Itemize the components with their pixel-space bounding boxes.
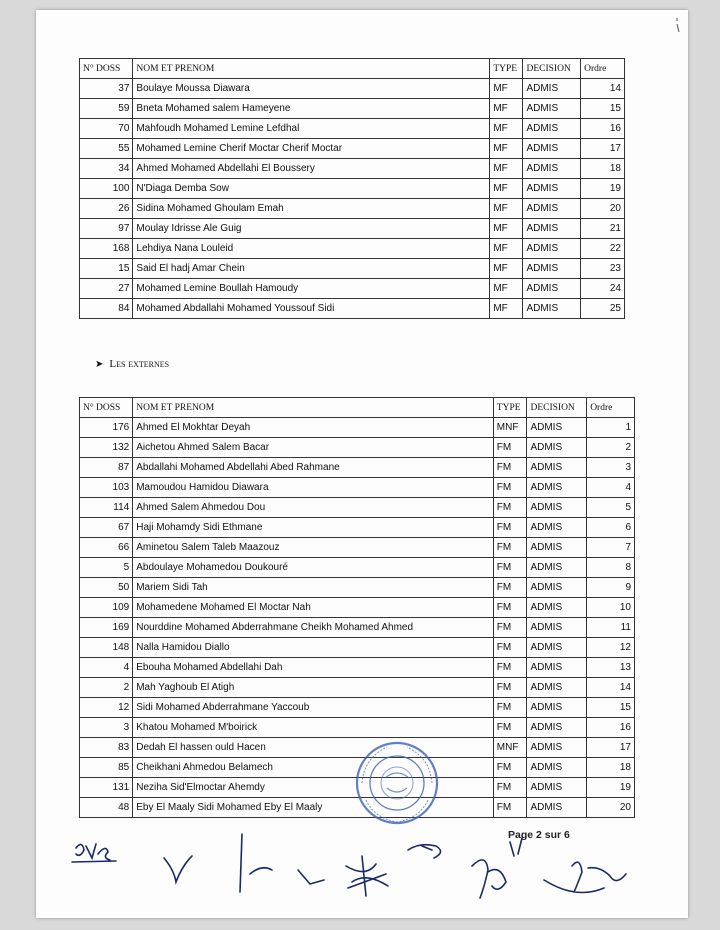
header-doss: N° DOSS: [80, 398, 133, 418]
type-cell: MF: [490, 239, 523, 259]
table-row: [80, 418, 635, 438]
decision-cell: ADMIS: [527, 478, 587, 498]
page-number: Page 2 sur 6: [508, 829, 570, 841]
type-cell: FM: [493, 698, 527, 718]
ordre-cell: 16: [587, 718, 635, 738]
doss-cell: 2: [80, 678, 133, 698]
ordre-cell: 9: [587, 578, 635, 598]
decision-cell: ADMIS: [527, 618, 587, 638]
type-cell: FM: [493, 678, 527, 698]
table-row: [80, 498, 635, 518]
type-cell: MF: [490, 199, 523, 219]
decision-cell: ADMIS: [527, 738, 587, 758]
ordre-cell: 17: [581, 139, 625, 159]
ordre-cell: 10: [587, 598, 635, 618]
decision-cell: ADMIS: [527, 678, 587, 698]
table-row: [80, 299, 625, 319]
handwritten-signatures-icon: [36, 826, 688, 916]
doss-cell: 4: [80, 658, 133, 678]
table-row: [80, 438, 635, 458]
type-cell: FM: [493, 498, 527, 518]
table-row: [80, 598, 635, 618]
ordre-cell: 14: [587, 678, 635, 698]
ordre-cell: 2: [587, 438, 635, 458]
decision-cell: ADMIS: [527, 558, 587, 578]
name-cell: Mohamed Abdallahi Mohamed Youssouf Sidi: [133, 299, 490, 319]
decision-cell: ADMIS: [523, 139, 581, 159]
table-row: [80, 578, 635, 598]
name-cell: N'Diaga Demba Sow: [133, 179, 490, 199]
name-cell: Mariem Sidi Tah: [133, 578, 494, 598]
section-heading: [95, 358, 169, 370]
doss-cell: 27: [80, 279, 133, 299]
doss-cell: 109: [80, 598, 133, 618]
name-cell: Ahmed Salem Ahmedou Dou: [133, 498, 494, 518]
ordre-cell: 15: [587, 698, 635, 718]
doss-cell: 59: [80, 99, 133, 119]
name-cell: Sidina Mohamed Ghoulam Emah: [133, 199, 490, 219]
table-header-row: [80, 59, 625, 79]
type-cell: MF: [490, 219, 523, 239]
table-row: [80, 718, 635, 738]
type-cell: FM: [493, 718, 527, 738]
table-row: [80, 478, 635, 498]
ordre-cell: 1: [587, 418, 635, 438]
name-cell: Moulay Idrisse Ale Guig: [133, 219, 490, 239]
ordre-cell: 3: [587, 458, 635, 478]
table-row: [80, 119, 625, 139]
name-cell: Mah Yaghoub El Atigh: [133, 678, 494, 698]
ordre-cell: 20: [587, 798, 635, 818]
corner-mark: [676, 18, 680, 32]
table-row: [80, 159, 625, 179]
doss-cell: 85: [80, 758, 133, 778]
type-cell: FM: [493, 798, 527, 818]
decision-cell: ADMIS: [527, 798, 587, 818]
decision-cell: ADMIS: [527, 658, 587, 678]
name-cell: Sidi Mohamed Abderrahmane Yaccoub: [133, 698, 494, 718]
table-row: [80, 558, 635, 578]
name-cell: Khatou Mohamed M'boirick: [133, 718, 494, 738]
ordre-cell: 15: [581, 99, 625, 119]
doss-cell: 132: [80, 438, 133, 458]
doss-cell: 70: [80, 119, 133, 139]
header-decision: DECISION: [523, 59, 581, 79]
type-cell: MF: [490, 259, 523, 279]
ordre-cell: 7: [587, 538, 635, 558]
ordre-cell: 11: [587, 618, 635, 638]
decision-cell: ADMIS: [527, 718, 587, 738]
table-row: [80, 79, 625, 99]
ordre-cell: 8: [587, 558, 635, 578]
type-cell: FM: [493, 778, 527, 798]
decision-cell: ADMIS: [527, 458, 587, 478]
type-cell: FM: [493, 558, 527, 578]
type-cell: MF: [490, 99, 523, 119]
table-row: [80, 219, 625, 239]
name-cell: Dedah El hassen ould Hacen: [133, 738, 494, 758]
header-name: NOM ET PRENOM: [133, 59, 490, 79]
doss-cell: 131: [80, 778, 133, 798]
type-cell: MF: [490, 159, 523, 179]
type-cell: FM: [493, 638, 527, 658]
name-cell: Boulaye Moussa Diawara: [133, 79, 490, 99]
name-cell: Nourddine Mohamed Abderrahmane Cheikh Mohamed Ahmed: [133, 618, 494, 638]
type-cell: FM: [493, 618, 527, 638]
table-row: [80, 458, 635, 478]
decision-cell: ADMIS: [523, 79, 581, 99]
type-cell: FM: [493, 758, 527, 778]
ordre-cell: 20: [581, 199, 625, 219]
decision-cell: ADMIS: [527, 418, 587, 438]
decision-cell: ADMIS: [527, 438, 587, 458]
doss-cell: 37: [80, 79, 133, 99]
decision-cell: ADMIS: [523, 99, 581, 119]
type-cell: MF: [490, 139, 523, 159]
decision-cell: ADMIS: [527, 598, 587, 618]
doss-cell: 12: [80, 698, 133, 718]
table-row: [80, 139, 625, 159]
decision-cell: ADMIS: [527, 498, 587, 518]
decision-cell: ADMIS: [523, 279, 581, 299]
type-cell: MF: [490, 119, 523, 139]
name-cell: Bneta Mohamed salem Hameyene: [133, 99, 490, 119]
table-row: [80, 239, 625, 259]
type-cell: MF: [490, 279, 523, 299]
ordre-cell: 18: [587, 758, 635, 778]
decision-cell: ADMIS: [527, 538, 587, 558]
doss-cell: 66: [80, 538, 133, 558]
decision-cell: ADMIS: [523, 299, 581, 319]
type-cell: MNF: [493, 418, 527, 438]
type-cell: FM: [493, 538, 527, 558]
doss-cell: 114: [80, 498, 133, 518]
name-cell: Ebouha Mohamed Abdellahi Dah: [133, 658, 494, 678]
name-cell: Mahfoudh Mohamed Lemine Lefdhal: [133, 119, 490, 139]
doss-cell: 3: [80, 718, 133, 738]
decision-cell: ADMIS: [523, 119, 581, 139]
header-decision: DECISION: [527, 398, 587, 418]
type-cell: FM: [493, 438, 527, 458]
type-cell: MF: [490, 299, 523, 319]
ordre-cell: 22: [581, 239, 625, 259]
decision-cell: ADMIS: [527, 698, 587, 718]
table-row: [80, 538, 635, 558]
decision-cell: ADMIS: [523, 159, 581, 179]
header-ordre: Ordre: [581, 59, 625, 79]
table-row: [80, 678, 635, 698]
name-cell: Haji Mohamdy Sidi Ethmane: [133, 518, 494, 538]
decision-cell: ADMIS: [523, 179, 581, 199]
doss-cell: 83: [80, 738, 133, 758]
doss-cell: 67: [80, 518, 133, 538]
table-row: [80, 698, 635, 718]
name-cell: Lehdiya Nana Louleid: [133, 239, 490, 259]
doss-cell: 55: [80, 139, 133, 159]
type-cell: FM: [493, 598, 527, 618]
doss-cell: 34: [80, 159, 133, 179]
ordre-cell: 25: [581, 299, 625, 319]
name-cell: Eby El Maaly Sidi Mohamed Eby El Maaly: [133, 798, 494, 818]
decision-cell: ADMIS: [523, 219, 581, 239]
ordre-cell: 18: [581, 159, 625, 179]
decision-cell: ADMIS: [527, 638, 587, 658]
type-cell: MNF: [493, 738, 527, 758]
ordre-cell: 4: [587, 478, 635, 498]
ordre-cell: 16: [581, 119, 625, 139]
ordre-cell: 6: [587, 518, 635, 538]
name-cell: Abdallahi Mohamed Abdellahi Abed Rahmane: [133, 458, 494, 478]
table-row: [80, 518, 635, 538]
table-row: [80, 179, 625, 199]
table-row: [80, 638, 635, 658]
name-cell: Ahmed El Mokhtar Deyah: [133, 418, 494, 438]
header-type: TYPE: [490, 59, 523, 79]
type-cell: FM: [493, 658, 527, 678]
header-type: TYPE: [493, 398, 527, 418]
decision-cell: ADMIS: [527, 518, 587, 538]
ordre-cell: 13: [587, 658, 635, 678]
name-cell: Aichetou Ahmed Salem Bacar: [133, 438, 494, 458]
table-row: [80, 259, 625, 279]
name-cell: Mohamedene Mohamed El Moctar Nah: [133, 598, 494, 618]
doss-cell: 48: [80, 798, 133, 818]
type-cell: MF: [490, 179, 523, 199]
doss-cell: 176: [80, 418, 133, 438]
type-cell: FM: [493, 478, 527, 498]
name-cell: Mohamed Lemine Cherif Moctar Cherif Moctar: [133, 139, 490, 159]
section-title: Les externes: [109, 358, 170, 370]
name-cell: Aminetou Salem Taleb Maazouz: [133, 538, 494, 558]
table-row: [80, 618, 635, 638]
ordre-cell: 14: [581, 79, 625, 99]
ordre-cell: 21: [581, 219, 625, 239]
doss-cell: 15: [80, 259, 133, 279]
table-row: [80, 658, 635, 678]
table-row: [80, 199, 625, 219]
ordre-cell: 5: [587, 498, 635, 518]
doss-cell: 87: [80, 458, 133, 478]
doss-cell: 100: [80, 179, 133, 199]
name-cell: Abdoulaye Mohamedou Doukouré: [133, 558, 494, 578]
doss-cell: 169: [80, 618, 133, 638]
decision-cell: ADMIS: [523, 239, 581, 259]
decision-cell: ADMIS: [527, 578, 587, 598]
doss-cell: 97: [80, 219, 133, 239]
arrow-bullet-icon: ➤: [95, 359, 104, 370]
name-cell: Mohamed Lemine Boullah Hamoudy: [133, 279, 490, 299]
name-cell: Cheikhani Ahmedou Belamech: [133, 758, 494, 778]
doss-cell: 26: [80, 199, 133, 219]
doss-cell: 103: [80, 478, 133, 498]
table-row: [80, 279, 625, 299]
doss-cell: 5: [80, 558, 133, 578]
decision-cell: ADMIS: [527, 758, 587, 778]
university-seal-stamp-icon: [352, 738, 442, 828]
name-cell: Ahmed Mohamed Abdellahi El Boussery: [133, 159, 490, 179]
name-cell: Nalla Hamidou Diallo: [133, 638, 494, 658]
ordre-cell: 23: [581, 259, 625, 279]
header-ordre: Ordre: [587, 398, 635, 418]
doss-cell: 84: [80, 299, 133, 319]
decision-cell: ADMIS: [527, 778, 587, 798]
name-cell: Mamoudou Hamidou Diawara: [133, 478, 494, 498]
table-row: [80, 99, 625, 119]
admitted-internal-table: [79, 58, 625, 319]
ordre-cell: 19: [587, 778, 635, 798]
type-cell: FM: [493, 518, 527, 538]
ordre-cell: 12: [587, 638, 635, 658]
ordre-cell: 17: [587, 738, 635, 758]
ordre-cell: 24: [581, 279, 625, 299]
type-cell: FM: [493, 578, 527, 598]
type-cell: MF: [490, 79, 523, 99]
doss-cell: 168: [80, 239, 133, 259]
decision-cell: ADMIS: [523, 199, 581, 219]
doss-cell: 148: [80, 638, 133, 658]
table-header-row: [80, 398, 635, 418]
header-doss: N° DOSS: [80, 59, 133, 79]
decision-cell: ADMIS: [523, 259, 581, 279]
name-cell: Said El hadj Amar Chein: [133, 259, 490, 279]
ordre-cell: 19: [581, 179, 625, 199]
type-cell: FM: [493, 458, 527, 478]
header-name: NOM ET PRENOM: [133, 398, 494, 418]
doss-cell: 50: [80, 578, 133, 598]
name-cell: Neziha Sid'Elmoctar Ahemdy: [133, 778, 494, 798]
